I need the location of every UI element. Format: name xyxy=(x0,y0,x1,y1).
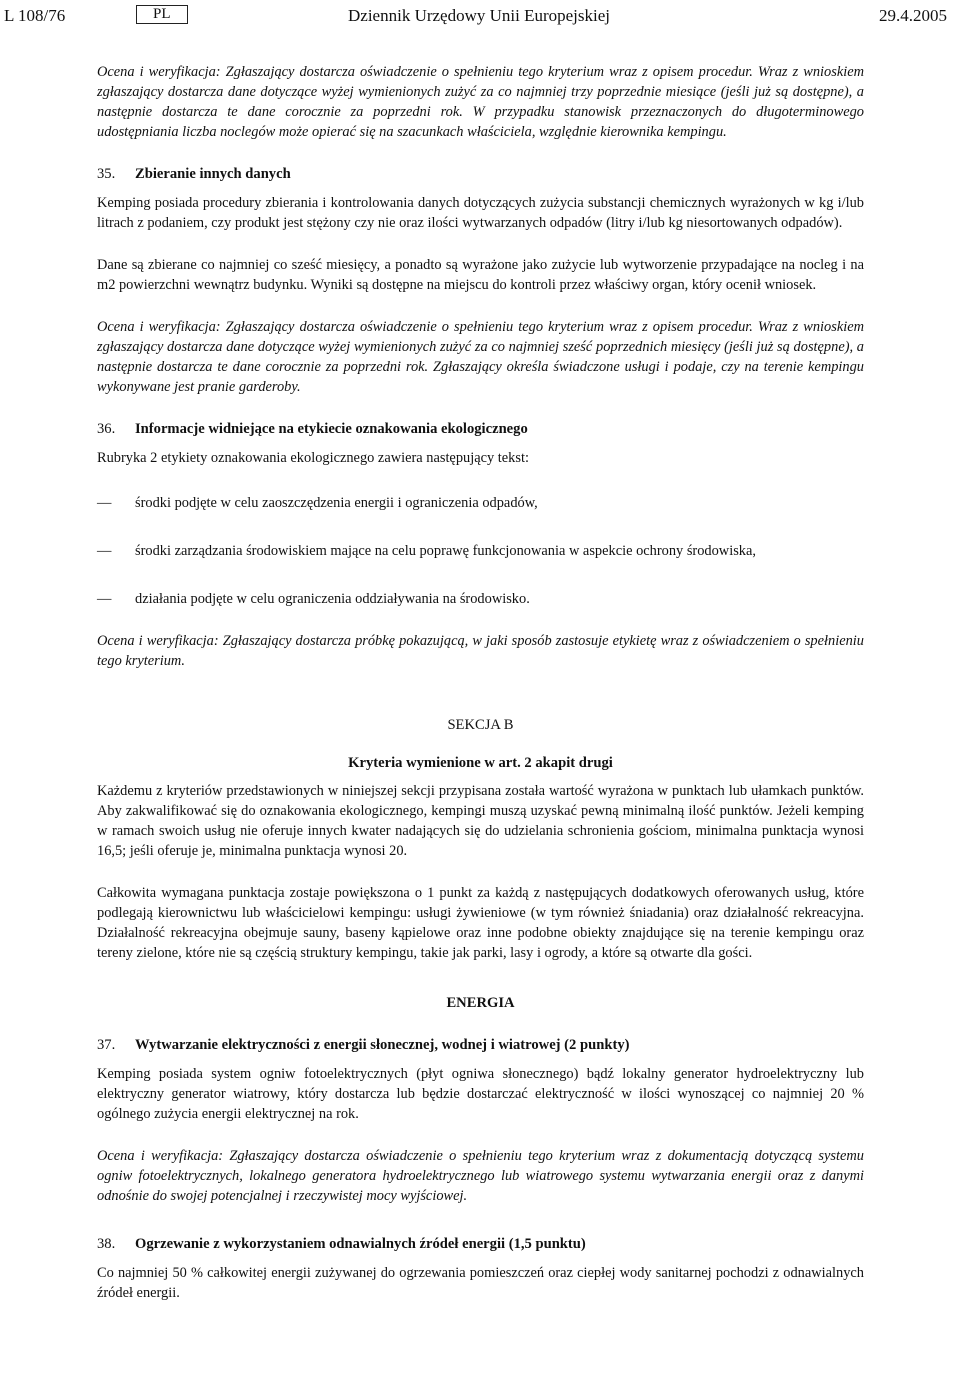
verification-paragraph: Ocena i weryfikacja: Zgłaszający dostarcza próbkę pokazującą, w jaki sposób zastosuje etykietę wraz z oświadczeniem o spełnieniu tego kryterium. xyxy=(97,633,864,669)
section-number: 37. xyxy=(97,1037,116,1053)
energy-heading: ENERGIA xyxy=(446,995,515,1011)
list-item xyxy=(97,589,864,609)
document-body xyxy=(97,62,864,1303)
dash-marker: — xyxy=(97,495,112,511)
section-title: Ogrzewanie z wykorzystaniem odnawialnych źródeł energii (1,5 punktu) xyxy=(135,1236,586,1252)
section-heading-35 xyxy=(97,164,864,184)
page-reference: L 108/76 xyxy=(4,6,66,25)
paragraph: Dane są zbierane co najmniej co sześć miesięcy, a ponadto są wyrażone jako zużycie lub wytworzenie przypadające na nocleg i na m2 powierzchni wewnątrz budynku. Wyniki są dostępne na miejscu do kontroli przez właściwy organ, który ocenił wniosek. xyxy=(97,257,864,293)
page-header xyxy=(0,0,960,40)
paragraph: Całkowita wymagana punktacja zostaje powiększona o 1 punkt za każdą z następujących dodatkowych oferowanych usług, które podlegają kierownictwu lub właścicielowi kempingu: usługi żywieniowe (w tym również śniadania) oraz działalność rekreacyjna. Działalność rekreacyjna obejmuje sauny, baseny kąpielowe oraz inne podobne obiekty znajdujące się na terenie kempingu oraz tereny zielone, które nie są częścią struktury kempingu, takie jak parki, lasy i ogrody, a które są otwarte dla gości. xyxy=(97,885,864,961)
list-item-text: środki podjęte w celu zaoszczędzenia energii i ograniczenia odpadów, xyxy=(135,495,538,511)
section-number: 38. xyxy=(97,1236,116,1252)
section-heading-36 xyxy=(97,419,864,439)
section-title: Zbieranie innych danych xyxy=(135,166,291,182)
language-box: PL xyxy=(136,5,188,24)
section-number: 35. xyxy=(97,166,116,182)
section-heading-38 xyxy=(97,1234,864,1254)
dash-marker: — xyxy=(97,543,112,559)
list-item-text: środki zarządzania środowiskiem mające na celu poprawę funkcjonowania w aspekcie ochrony środowiska, xyxy=(135,543,756,559)
publication-date: 29.4.2005 xyxy=(879,6,947,25)
verification-paragraph: Ocena i weryfikacja: Zgłaszający dostarcza oświadczenie o spełnieniu tego kryterium wraz z opisem procedur. Wraz z wnioskiem zgłaszający dostarcza dane dotyczące wyżej wymienionych zużyć za co najmniej trzy poprzednie miesiące (jeśli już są dostępne), a następnie dostarcza te dane corocznie za poprzedni rok. W przypadku stanowisk przeznaczonych do długoterminowego udostępniania liczba noclegów może opierać się na szacunkach właściciela, względnie kierownika kempingu. xyxy=(97,64,864,140)
paragraph: Każdemu z kryteriów przedstawionych w niniejszej sekcji przypisana została wartość wyrażona w punktach lub ułamkach punktów. Aby zakwalifikować się do oznakowania ekologicznego, kempingi muszą uzyskać pewną minimalną ilość punktów. Jeżeli kemping w ramach swoich usług nie oferuje innych kwater nadających się do udzielania schronienia gościom, minimalna punktacja wynosi 16,5; jeśli oferuje je, minimalna punktacja wynosi 20. xyxy=(97,783,864,859)
list-item-text: działania podjęte w celu ograniczenia oddziaływania na środowisko. xyxy=(135,591,530,607)
paragraph: Kemping posiada procedury zbierania i kontrolowania danych dotyczących zużycia substancji chemicznych wyrażonych w kg i/lub litrach z podaniem, czy produkt jest stężony czy nie oraz ilości wytwarzanych odpadów (litry i/lub kg niesortowanych odpadów). xyxy=(97,195,864,231)
paragraph: Rubryka 2 etykiety oznakowania ekologicznego zawiera następujący tekst: xyxy=(97,450,529,466)
list-item xyxy=(97,493,864,513)
section-title: Informacje widniejące na etykiecie oznakowania ekologicznego xyxy=(135,421,528,437)
section-b-label: SEKCJA B xyxy=(447,717,514,733)
verification-paragraph: Ocena i weryfikacja: Zgłaszający dostarcza oświadczenie o spełnieniu tego kryterium wraz z dokumentacją dotyczącą systemu ogniw fotoelektrycznych, lokalnego generatora hydroelektrycznego lub wiatrowego systemu wytwarzania energii oraz z danymi odnośnie do swojej potencjalnej i rzeczywistej mocy wyjściowej. xyxy=(97,1148,864,1204)
verification-paragraph: Ocena i weryfikacja: Zgłaszający dostarcza oświadczenie o spełnieniu tego kryterium wraz z opisem procedur. Wraz z wnioskiem zgłaszający dostarcza dane dotyczące wyżej wymienionych zużyć za co najmniej sześć poprzednich miesięcy (jeśli już są dostępne), a następnie dostarcza te dane corocznie za poprzedni rok. Zgłaszający określa świadczone usługi i podaje, czy na terenie kempingu wykonywane jest pranie garderoby. xyxy=(97,319,864,395)
section-number: 36. xyxy=(97,421,116,437)
section-heading-37 xyxy=(97,1035,864,1055)
section-b-title: Kryteria wymienione w art. 2 akapit drugi xyxy=(348,755,613,771)
paragraph: Kemping posiada system ogniw fotoelektrycznych (płyt ogniwa słonecznego) bądź lokalny generator hydroelektryczny lub elektryczny generator wiatrowy, który dostarcza lub będzie dostarczać elektryczność w ilości wynoszącej co najmniej 20 % ogólnego zużycia energii elektrycznej na rok. xyxy=(97,1066,864,1122)
paragraph: Co najmniej 50 % całkowitej energii zużywanej do ogrzewania pomieszczeń oraz ciepłej wody sanitarnej pochodzi z odnawialnych źródeł energii. xyxy=(97,1265,864,1301)
dash-marker: — xyxy=(97,591,112,607)
list-item xyxy=(97,541,864,561)
journal-title: Dziennik Urzędowy Unii Europejskiej xyxy=(348,6,611,25)
section-title: Wytwarzanie elektryczności z energii słonecznej, wodnej i wiatrowej (2 punkty) xyxy=(135,1037,630,1053)
